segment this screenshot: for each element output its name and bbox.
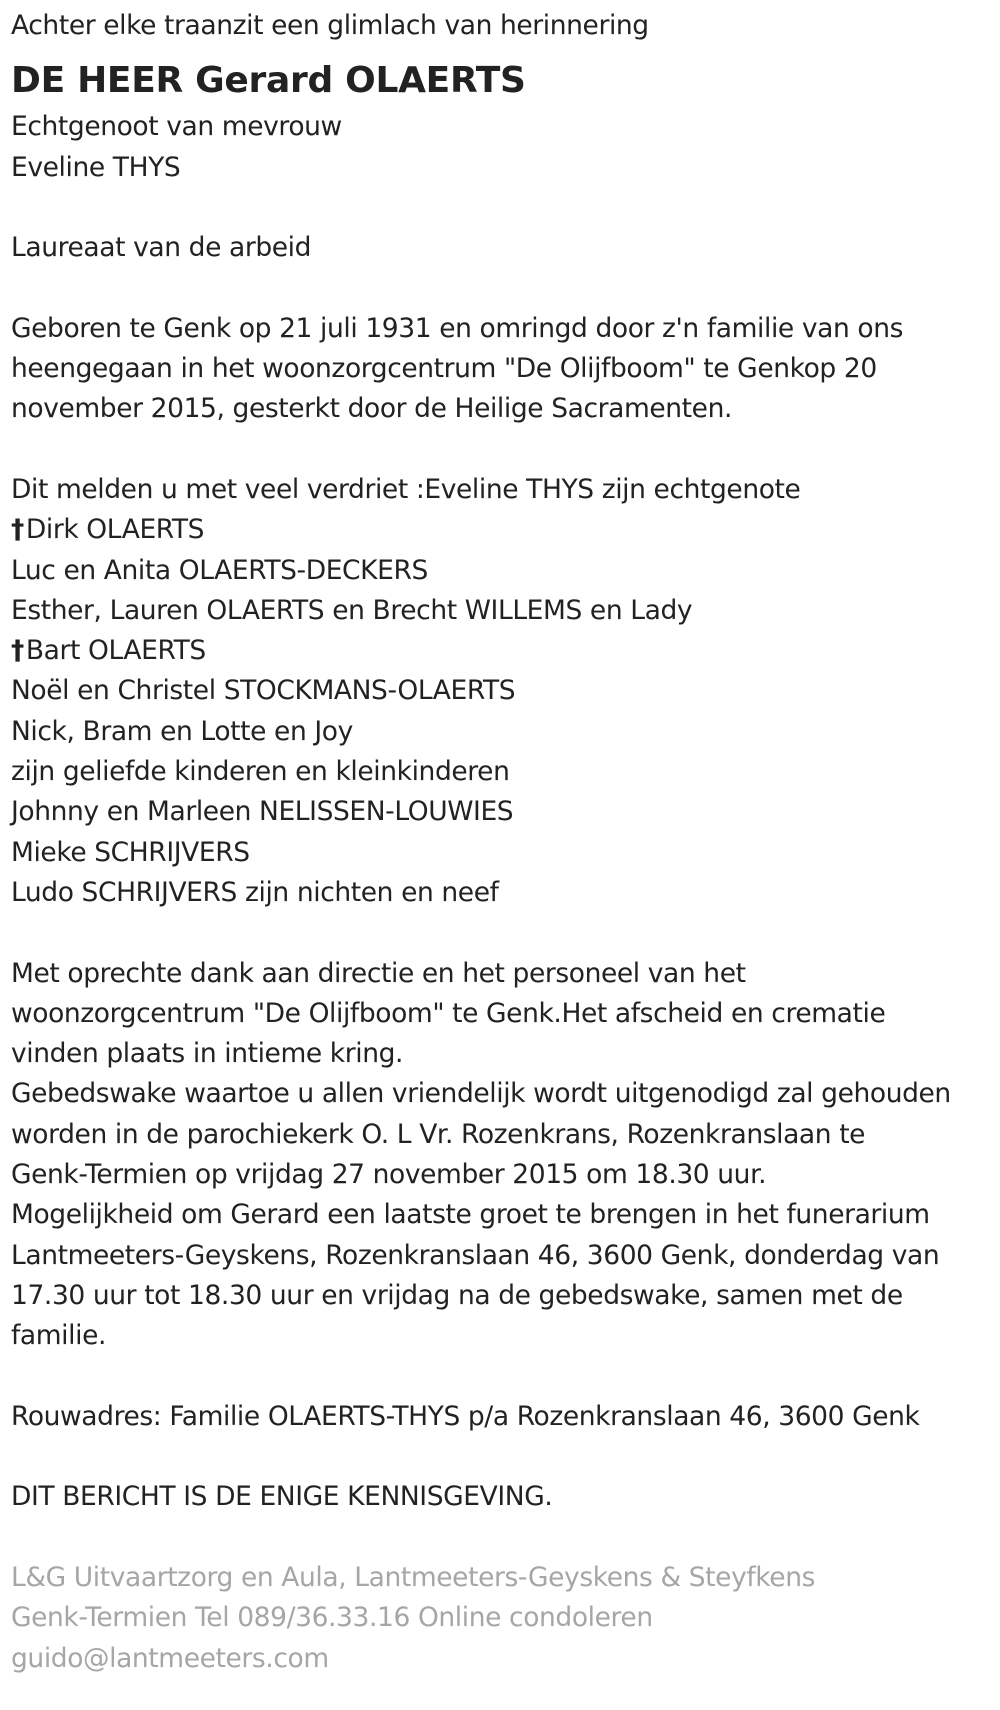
paragraph-line: 17.30 uur tot 18.30 uur en vrijdag na de gebedswake, samen met de [11, 1279, 903, 1311]
family-member-name: Ludo SCHRIJVERS zijn nichten en neef [11, 876, 499, 908]
spacer [11, 1518, 1000, 1558]
family-member-name: Esther, Lauren OLAERTS en Brecht WILLEMS en Lady [11, 594, 693, 626]
paragraph-line: Lantmeeters-Geyskens, Rozenkranslaan 46, 3600 Genk, donderdag van [11, 1239, 940, 1271]
funeral-home-name: L&G Uitvaartzorg en Aula, Lantmeeters-Geyskens & Steyfkens [11, 1561, 815, 1593]
birth-death-paragraph [11, 309, 1000, 430]
family-list [11, 510, 1000, 913]
family-member-name: Dirk OLAERTS [25, 514, 205, 546]
spouse-line-1: Echtgenoot van mevrouw [11, 111, 342, 143]
motto: Achter elke traanzit een glimlach van herinnering [11, 10, 649, 41]
family-member [11, 510, 1000, 550]
family-member-name: Nick, Bram en Lotte en Joy [11, 715, 353, 747]
spacer [11, 430, 1000, 470]
spacer [11, 913, 1000, 953]
paragraph-line: Mogelijkheid om Gerard een laatste groet te brengen in het funerarium [11, 1199, 930, 1231]
distinction: Laureaat van de arbeid [11, 232, 312, 264]
spacer [11, 1357, 1000, 1397]
funeral-home-contact: Genk-Termien Tel 089/36.33.16 Online condoleren [11, 1602, 653, 1634]
paragraph-line: heengegaan in het woonzorgcentrum "De Olijfboom" te Genkop 20 [11, 353, 877, 385]
paragraph-line: worden in de parochiekerk O. L Vr. Rozenkrans, Rozenkranslaan te [11, 1118, 866, 1150]
paragraph-line: november 2015, gesterkt door de Heilige Sacramenten. [11, 393, 732, 425]
spacer [11, 1437, 1000, 1477]
family-member [11, 792, 1000, 832]
cross-icon: † [11, 635, 24, 667]
family-member [11, 833, 1000, 873]
family-member-name: zijn geliefde kinderen en kleinkinderen [11, 756, 510, 788]
spouse-line-2: Eveline THYS [11, 151, 181, 183]
paragraph-line: vinden plaats in intieme kring. [11, 1038, 404, 1070]
family-member [11, 551, 1000, 591]
spacer [11, 268, 1000, 308]
family-member-name: Bart OLAERTS [25, 635, 206, 667]
notice-only-statement: DIT BERICHT IS DE ENIGE KENNISGEVING. [11, 1481, 553, 1513]
family-member-name: Luc en Anita OLAERTS-DECKERS [11, 554, 428, 586]
family-member-name: Johnny en Marleen NELISSEN-LOUWIES [11, 796, 514, 828]
deceased-name-title: DE HEER Gerard OLAERTS [11, 60, 526, 102]
family-intro: Dit melden u met veel verdriet :Eveline THYS zijn echtgenote [11, 473, 801, 505]
family-member [11, 752, 1000, 792]
paragraph-line: familie. [11, 1320, 106, 1352]
mourning-address: Rouwadres: Familie OLAERTS-THYS p/a Rozenkranslaan 46, 3600 Genk [11, 1400, 920, 1432]
funeral-home-footer [11, 1558, 1000, 1679]
funeral-home-email: guido@lantmeeters.com [11, 1642, 329, 1674]
family-member [11, 671, 1000, 711]
paragraph-line: Gebedswake waartoe u allen vriendelijk wordt uitgenodigd zal gehouden [11, 1078, 951, 1110]
thanks-paragraph [11, 954, 1000, 1357]
paragraph-line: Geboren te Genk op 21 juli 1931 en omringd door z'n familie van ons [11, 312, 904, 344]
spacer [11, 188, 1000, 228]
cross-icon: † [11, 514, 24, 546]
family-member [11, 631, 1000, 671]
paragraph-line: woonzorgcentrum "De Olijfboom" te Genk.Het afscheid en crematie [11, 997, 886, 1029]
family-member [11, 712, 1000, 752]
paragraph-line: Genk-Termien op vrijdag 27 november 2015 om 18.30 uur. [11, 1159, 767, 1191]
family-member-name: Noël en Christel STOCKMANS-OLAERTS [11, 675, 516, 707]
family-member-name: Mieke SCHRIJVERS [11, 836, 250, 868]
family-member [11, 873, 1000, 913]
family-member [11, 591, 1000, 631]
paragraph-line: Met oprechte dank aan directie en het personeel van het [11, 957, 746, 989]
